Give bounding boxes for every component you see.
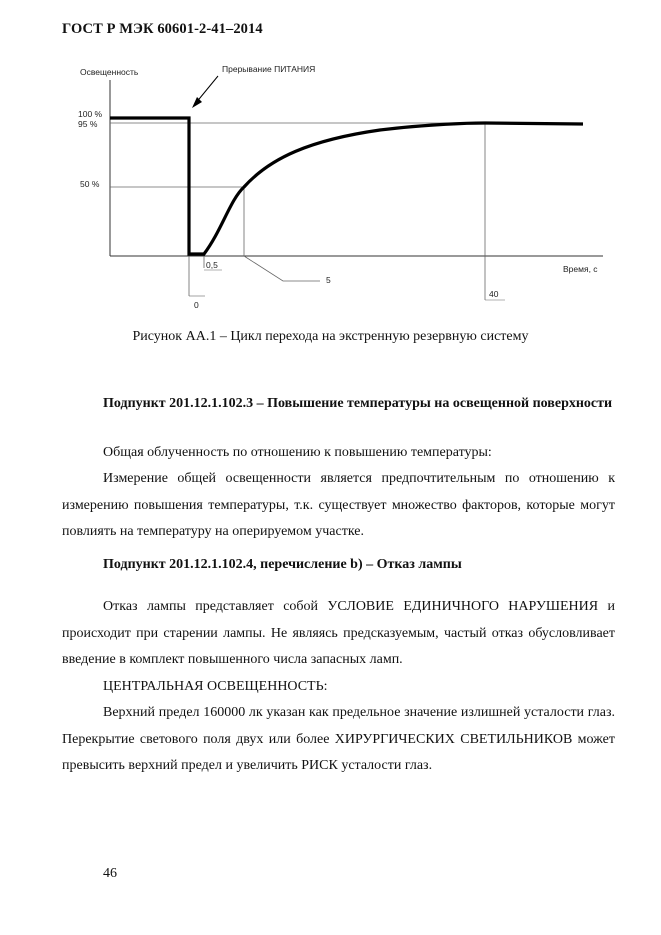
transition-cycle-chart: [0, 0, 661, 320]
paragraph: Общая облученность по отношению к повышению температуры:: [103, 444, 492, 460]
subclause-heading: Подпункт 201.12.1.102.4, перечисление b) – Отказ лампы: [103, 556, 462, 572]
paragraph: Отказ лампы представляет собой УСЛОВИЕ ЕДИНИЧНОГО НАРУШЕНИЯ и происходит при старении лампы. Не являясь предсказуемым, частый отказ обусловливает введение в комплект повышенного числа запасных ламп.: [62, 599, 615, 667]
page-number: 46: [103, 866, 117, 881]
figure-caption: Рисунок АА.1 – Цикл перехода на экстренную резервную систему: [132, 329, 529, 344]
leader-5: [244, 256, 320, 281]
illuminance-curve: [110, 118, 583, 254]
x-axis-label: Время, с: [563, 264, 598, 274]
x-tick-05: 0,5: [206, 260, 218, 270]
subclause-heading: Подпункт 201.12.1.102.3 – Повышение температуры на освещенной поверхности: [103, 396, 613, 411]
y-tick-95: 95 %: [78, 119, 98, 129]
body-text: [62, 391, 615, 780]
document-header: ГОСТ Р МЭК 60601-2-41–2014: [62, 21, 263, 37]
x-tick-5: 5: [326, 275, 331, 285]
paragraph: Верхний предел 160000 лк указан как предельное значение излишней усталости глаз. Перекрытие светового поля двух или более ХИРУРГИЧЕСКИХ СВЕТИЛЬНИКОВ может превысить верхний предел и увеличить РИСК усталости глаз.: [62, 705, 615, 773]
x-tick-40: 40: [489, 289, 499, 299]
arrow-head-icon: [192, 97, 202, 108]
y-tick-50: 50 %: [80, 179, 100, 189]
y-tick-100: 100 %: [78, 109, 103, 119]
annotation-label: Прерывание ПИТАНИЯ: [222, 64, 316, 74]
y-axis-label: Освещенность: [80, 67, 139, 77]
paragraph: ЦЕНТРАЛЬНАЯ ОСВЕЩЕННОСТЬ:: [103, 678, 328, 694]
paragraph: Измерение общей освещенности является предпочтительным по отношению к измерению повышения температуры, т.к. существует множество факторов, которые могут повлиять на температуру на оперируемом участке.: [62, 471, 615, 539]
x-tick-0: 0: [194, 300, 199, 310]
